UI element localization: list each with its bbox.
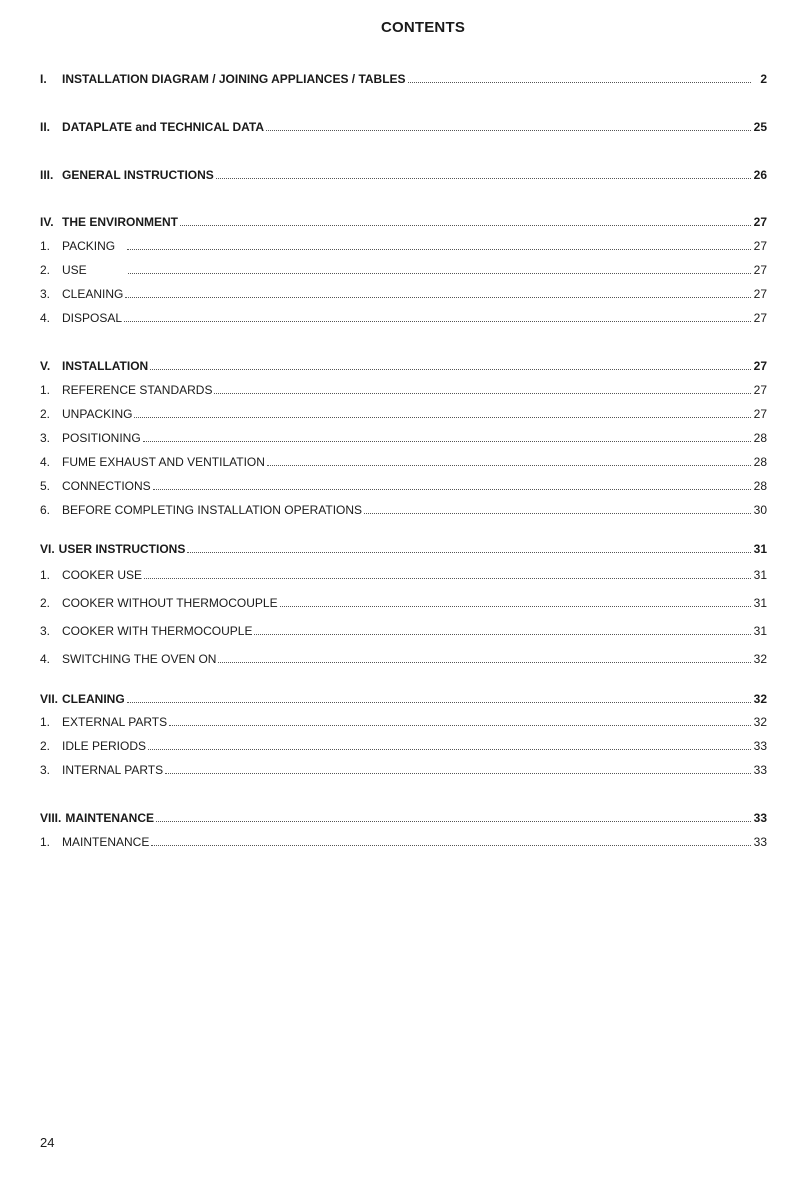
toc-entry[interactable] <box>40 237 767 253</box>
toc-page: 32 <box>753 692 767 706</box>
toc-label: CONNECTIONS <box>62 479 151 493</box>
toc-label: PACKING <box>62 239 116 253</box>
toc-label: DISPOSAL <box>62 311 123 325</box>
toc-number: 3. <box>40 624 51 638</box>
toc-entry[interactable] <box>40 650 767 666</box>
toc-entry[interactable] <box>40 357 767 373</box>
toc-label: COOKER WITH THERMOCOUPLE <box>62 624 253 638</box>
toc-entry[interactable] <box>40 540 767 556</box>
toc-page: 28 <box>753 431 767 445</box>
toc-label: BEFORE COMPLETING INSTALLATION OPERATIONS <box>62 503 363 517</box>
dot-leader <box>128 273 751 274</box>
toc-entry[interactable] <box>40 118 767 134</box>
dot-leader <box>151 845 751 846</box>
toc-label: COOKER WITHOUT THERMOCOUPLE <box>62 596 278 610</box>
toc-entry[interactable] <box>40 309 767 325</box>
toc-number: IV. <box>40 215 54 229</box>
dot-leader <box>180 225 751 226</box>
dot-leader <box>364 513 751 514</box>
toc-page: 32 <box>753 715 767 729</box>
toc-label: COOKER USE <box>62 568 143 582</box>
toc-label: REFERENCE STANDARDS <box>62 383 213 397</box>
toc-page: 28 <box>753 479 767 493</box>
toc-entry[interactable] <box>40 477 767 493</box>
toc-label: DATAPLATE and TECHNICAL DATA <box>62 120 264 134</box>
dot-leader <box>169 725 751 726</box>
toc-number: VIII. <box>40 811 62 825</box>
dot-leader <box>165 773 751 774</box>
dot-leader <box>134 417 751 418</box>
toc-label: MAINTENANCE <box>62 835 150 849</box>
page-number: 24 <box>40 1135 55 1150</box>
dot-leader <box>153 489 751 490</box>
toc-entry[interactable] <box>40 453 767 469</box>
toc-number: 1. <box>40 239 51 253</box>
dot-leader <box>148 749 751 750</box>
toc-page: 27 <box>753 263 767 277</box>
dot-leader <box>214 393 751 394</box>
toc-label: FUME EXHAUST AND VENTILATION <box>62 455 265 469</box>
toc-number: V. <box>40 359 51 373</box>
toc-page: 2 <box>760 72 767 86</box>
toc-entry[interactable] <box>40 285 767 301</box>
toc-label: POSITIONING <box>62 431 141 445</box>
dot-leader <box>127 249 751 250</box>
toc-number: 1. <box>40 383 51 397</box>
toc-page: 27 <box>753 311 767 325</box>
toc-entry[interactable] <box>40 566 767 582</box>
toc-label: EXTERNAL PARTS <box>62 715 168 729</box>
toc-label: USER INSTRUCTIONS <box>58 542 186 556</box>
toc-page: 32 <box>753 652 767 666</box>
toc-label: SWITCHING THE OVEN ON <box>62 652 217 666</box>
toc-entry[interactable] <box>40 594 767 610</box>
toc-entry[interactable] <box>40 381 767 397</box>
toc-entry[interactable] <box>40 429 767 445</box>
toc-number: 4. <box>40 652 51 666</box>
toc-number: 6. <box>40 503 51 517</box>
toc-label: INSTALLATION DIAGRAM / JOINING APPLIANCES / TABLES <box>62 72 406 86</box>
toc-entry[interactable] <box>40 713 767 729</box>
toc-entry[interactable] <box>40 622 767 638</box>
toc-page: 31 <box>753 596 767 610</box>
toc-number: 3. <box>40 287 51 301</box>
toc-page: 27 <box>753 239 767 253</box>
dot-leader <box>125 297 751 298</box>
toc-page: 27 <box>753 287 767 301</box>
toc-number: II. <box>40 120 51 134</box>
dot-leader <box>280 606 751 607</box>
toc-entry[interactable] <box>40 501 767 517</box>
toc-page: 26 <box>753 168 767 182</box>
dot-leader <box>254 634 751 635</box>
toc-page: 28 <box>753 455 767 469</box>
toc-entry[interactable] <box>40 166 767 182</box>
dot-leader <box>408 82 751 83</box>
toc-number: 4. <box>40 311 51 325</box>
toc-page: 27 <box>753 407 767 421</box>
toc-label: CLEANING <box>62 287 124 301</box>
toc-label: CLEANING <box>62 692 125 706</box>
dot-leader <box>266 130 751 131</box>
toc-entry[interactable] <box>40 809 767 825</box>
toc-entry[interactable] <box>40 737 767 753</box>
dot-leader <box>127 702 751 703</box>
dot-leader <box>156 821 751 822</box>
toc-label: UNPACKING <box>62 407 133 421</box>
toc-number: 1. <box>40 835 51 849</box>
toc-page: 31 <box>753 568 767 582</box>
dot-leader <box>218 662 751 663</box>
toc-number: 1. <box>40 715 51 729</box>
dot-leader <box>267 465 751 466</box>
dot-leader <box>124 321 751 322</box>
toc-page: 31 <box>753 542 767 556</box>
toc-number: 5. <box>40 479 51 493</box>
toc-label: THE ENVIRONMENT <box>62 215 179 229</box>
toc-label: IDLE PERIODS <box>62 739 147 753</box>
toc-number: 3. <box>40 763 51 777</box>
toc-page: 31 <box>753 624 767 638</box>
toc-number: 2. <box>40 596 51 610</box>
toc-page: 33 <box>753 811 767 825</box>
toc-label: GENERAL INSTRUCTIONS <box>62 168 214 182</box>
toc-number: 2. <box>40 263 51 277</box>
toc-entry[interactable] <box>40 70 767 86</box>
toc-number: 2. <box>40 407 51 421</box>
toc-label: USE <box>62 263 87 277</box>
dot-leader <box>150 369 751 370</box>
dot-leader <box>216 178 751 179</box>
toc-number: 1. <box>40 568 51 582</box>
toc-number: III. <box>40 168 54 182</box>
toc-number: 4. <box>40 455 51 469</box>
toc-page: 33 <box>753 835 767 849</box>
toc-page: 25 <box>753 120 767 134</box>
toc-entry[interactable] <box>40 690 767 706</box>
toc-page: 33 <box>753 763 767 777</box>
toc-entry[interactable] <box>40 761 767 777</box>
toc-page: 27 <box>753 359 767 373</box>
dot-leader <box>143 441 751 442</box>
dot-leader <box>187 552 751 553</box>
page-title: CONTENTS <box>380 19 466 36</box>
toc-label: INSTALLATION <box>62 359 149 373</box>
toc-number: I. <box>40 72 47 86</box>
toc-page: 27 <box>753 215 767 229</box>
toc-entry[interactable] <box>40 405 767 421</box>
toc-number: 2. <box>40 739 51 753</box>
toc-page: 33 <box>753 739 767 753</box>
toc-label: MAINTENANCE <box>65 811 155 825</box>
dot-leader <box>144 578 751 579</box>
toc-label: INTERNAL PARTS <box>62 763 164 777</box>
toc-number: VI. <box>40 542 55 556</box>
toc-page: 30 <box>753 503 767 517</box>
toc-number: 3. <box>40 431 51 445</box>
toc-entry[interactable] <box>40 261 767 277</box>
toc-entry[interactable] <box>40 213 767 229</box>
toc-page: 27 <box>753 383 767 397</box>
toc-number: VII. <box>40 692 59 706</box>
toc-entry[interactable] <box>40 833 767 849</box>
